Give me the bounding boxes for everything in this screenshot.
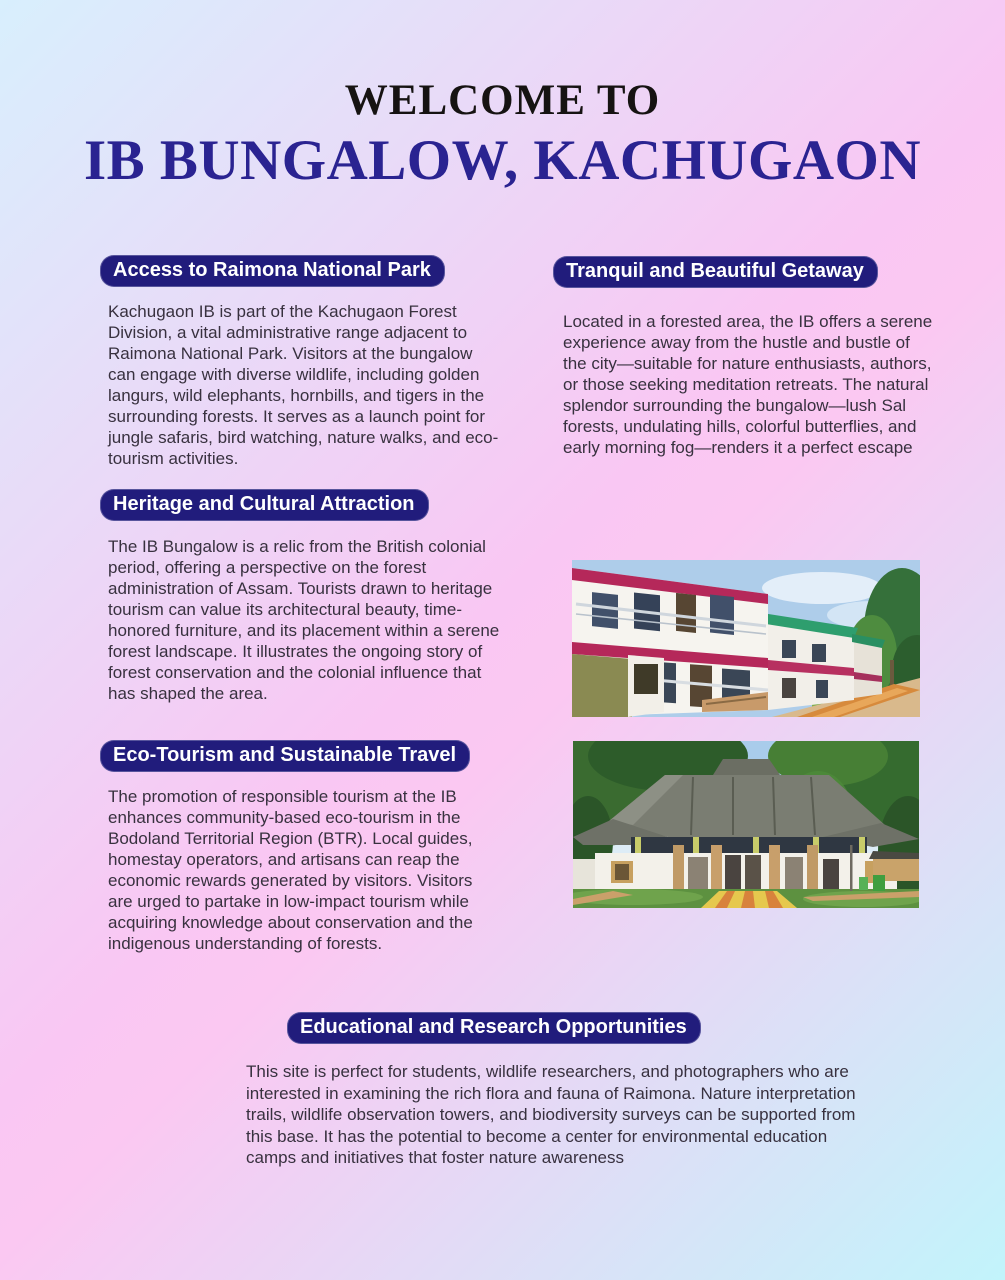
section-body-tranquil: Located in a forested area, the IB offers a serene experience away from the hustle and bustle of the city—suitable for nature enthusiasts, authors, or those seeking meditation retreats. The natural splendor surrounding the bungalow—lush Sal forests, undulating hills, colorful butterflies, and early morning fog—renders it a perfect escape	[563, 312, 933, 457]
section-heading-eco: Eco-Tourism and Sustainable Travel	[100, 740, 470, 772]
section-heading-access: Access to Raimona National Park	[100, 255, 445, 287]
section-heading-education: Educational and Research Opportunities	[287, 1012, 701, 1044]
section-heading-tranquil: Tranquil and Beautiful Getaway	[553, 256, 878, 288]
section-body-eco: The promotion of responsible tourism at the IB enhances community-based eco-tourism in the Bodoland Territorial Region (BTR). Local guides, homestay operators, and artisans can reap the economic rewards generated by visitors. Visitors are urged to partake in low-impact tourism while acquiring knowledge about conservation and the indigenous understanding of forests.	[108, 787, 473, 953]
section-body-access: Kachugaon IB is part of the Kachugaon Forest Division, a vital administrative range adjacent to Raimona National Park. Visitors at the bungalow can engage with diverse wildlife, including golden langurs, wild elephants, hornbills, and tigers in the surrounding forests. It serves as a launch point for jungle safaris, bird watching, nature walks, and eco-tourism activities.	[108, 302, 499, 468]
page-title: IB BUNGALOW, KACHUGAON	[83, 129, 922, 192]
bungalow-row-photo	[572, 560, 920, 717]
section-body-education: This site is perfect for students, wildlife researchers, and photographers who are interested in examining the rich flora and fauna of Raimona. Nature interpretation trails, wildlife observation towers, and biodiversity surveys can be supported from this base. It has the potential to become a center for environmental education camps and initiatives that foster nature awareness	[246, 1062, 856, 1167]
section-body-heritage: The IB Bungalow is a relic from the British colonial period, offering a perspective on the forest administration of Assam. Tourists drawn to heritage tourism can value its architectural beauty, time-honored furniture, and its placement within a serene forest landscape. It illustrates the ongoing story of forest conservation and the colonial influence that has shaped the area.	[108, 537, 500, 703]
welcome-heading: WELCOME TO	[344, 77, 661, 124]
section-heading-heritage: Heritage and Cultural Attraction	[100, 489, 429, 521]
bungalow-row-photo-art	[572, 560, 920, 717]
heritage-bungalow-photo-art	[573, 741, 919, 908]
heritage-bungalow-photo	[573, 741, 919, 908]
